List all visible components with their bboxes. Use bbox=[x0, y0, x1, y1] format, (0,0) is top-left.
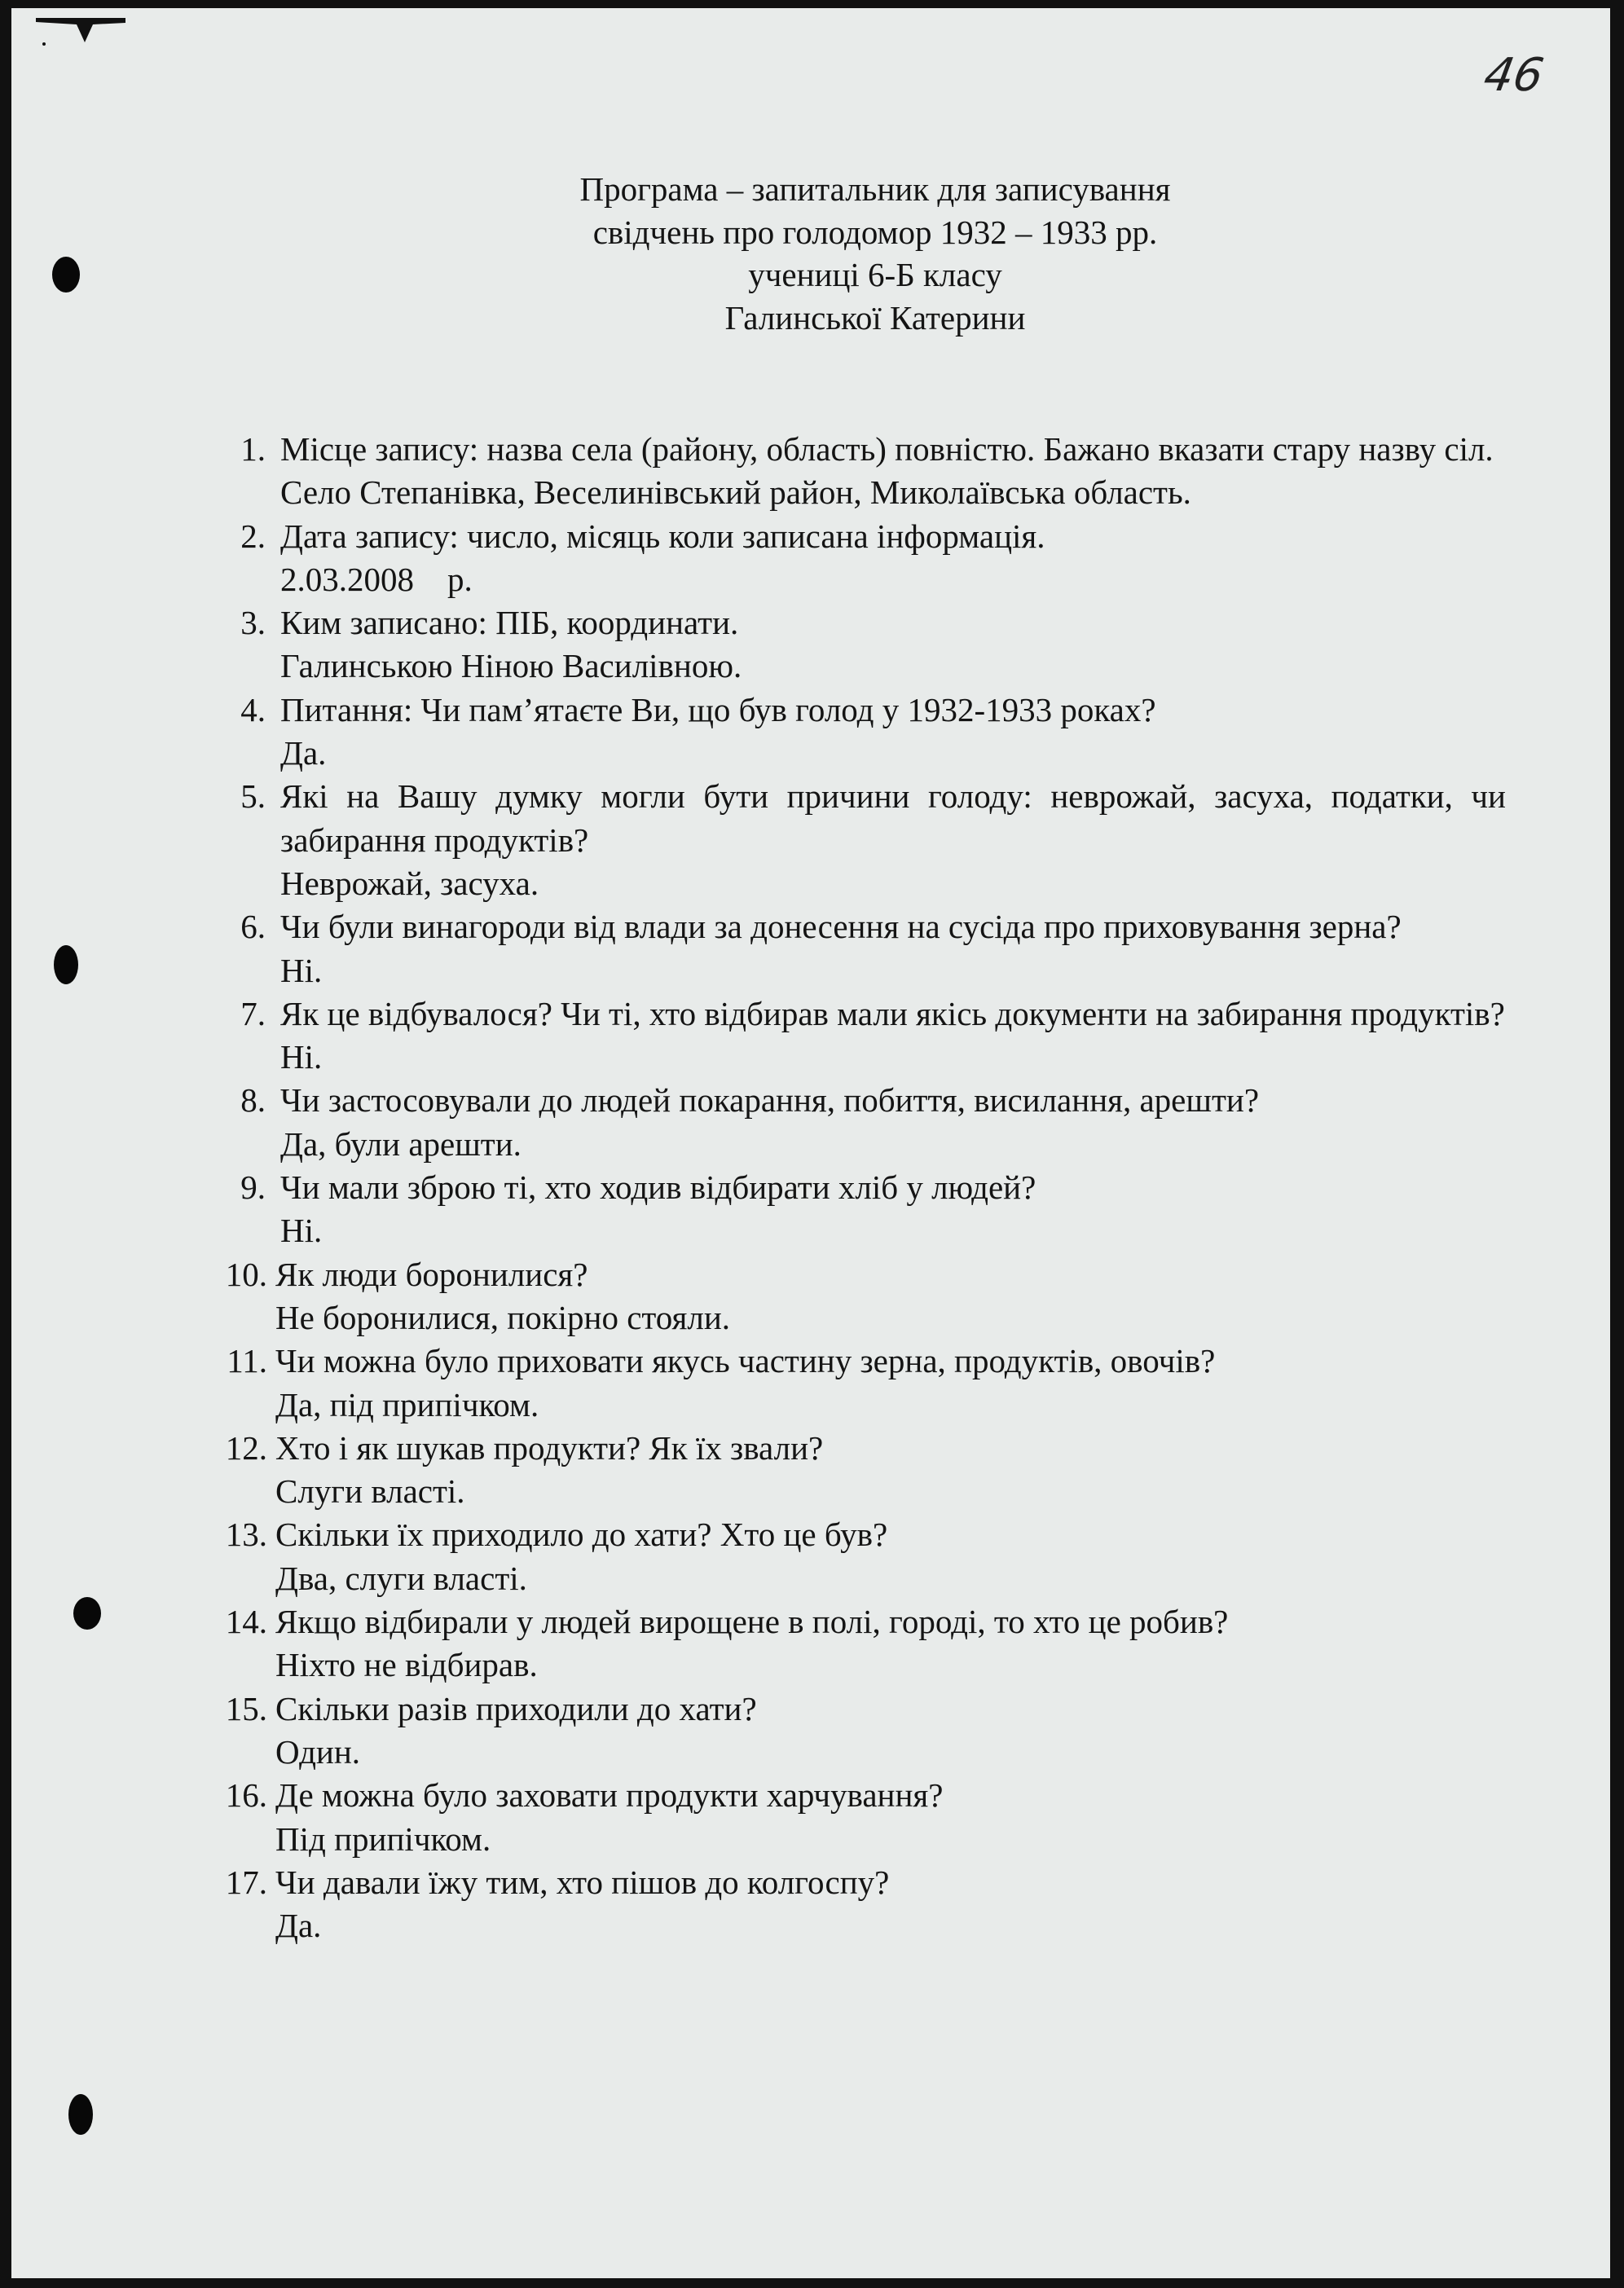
item-body bbox=[280, 1166, 1506, 1253]
handwritten-page-number: 46 bbox=[1480, 49, 1547, 102]
question-text: Ким записано: ПІБ, координати. bbox=[280, 604, 739, 642]
answer-text: Да. bbox=[280, 734, 327, 772]
list-item bbox=[213, 515, 1506, 602]
item-number: 12. bbox=[225, 1428, 267, 1467]
item-body bbox=[280, 689, 1506, 776]
item-body bbox=[280, 601, 1506, 689]
item-number: 4. bbox=[240, 690, 266, 728]
item-body bbox=[280, 515, 1506, 602]
item-number: 10. bbox=[225, 1255, 267, 1293]
questionnaire-list bbox=[213, 428, 1506, 1947]
item-number: 16. bbox=[225, 1776, 267, 1815]
list-item bbox=[213, 1427, 1506, 1514]
answer-text: Село Степанівка, Веселинівський район, Миколаївська область. bbox=[280, 473, 1191, 512]
list-item bbox=[213, 1513, 1506, 1600]
question-text: Питання: Чи пам’ятаєте Ви, що був голод у 1932-1933 роках? bbox=[280, 690, 1156, 728]
item-number: 2. bbox=[240, 517, 266, 555]
answer-text: Да. bbox=[275, 1907, 322, 1945]
punch-hole bbox=[68, 2094, 93, 2135]
item-number: 13. bbox=[225, 1516, 267, 1554]
question-text: Місце запису: назва села (району, область) повністю. Бажано вказати стару назву сіл. bbox=[280, 430, 1494, 468]
question-text: Дата запису: число, місяць коли записана інформація. bbox=[280, 517, 1045, 555]
item-body bbox=[280, 905, 1506, 992]
item-number: 11. bbox=[227, 1342, 267, 1380]
question-text: Як це відбувалося? Чи ті, хто відбирав мали якісь документи на забирання продуктів? bbox=[280, 994, 1505, 1032]
list-item bbox=[213, 1687, 1506, 1775]
answer-text: Два, слуги власті. bbox=[275, 1559, 527, 1597]
document-page bbox=[11, 8, 1610, 2278]
question-text: Якщо відбирали у людей вирощене в полі, городі, то хто це робив? bbox=[275, 1603, 1229, 1641]
item-number: 17. bbox=[225, 1863, 267, 1901]
list-item bbox=[213, 1166, 1506, 1253]
title-line: Програма – запитальник для записування bbox=[579, 170, 1171, 208]
answer-text: 2.03.2008 р. bbox=[280, 560, 473, 598]
scan-corner-mark bbox=[28, 18, 125, 51]
punch-hole bbox=[54, 945, 78, 984]
list-item bbox=[213, 1774, 1506, 1861]
item-number: 6. bbox=[240, 908, 266, 946]
item-body bbox=[275, 1861, 1506, 1948]
item-number: 8. bbox=[240, 1081, 266, 1120]
list-item bbox=[213, 428, 1506, 515]
answer-text: Ніхто не відбирав. bbox=[275, 1646, 538, 1684]
item-body bbox=[280, 1079, 1506, 1166]
item-body bbox=[275, 1513, 1506, 1600]
list-item bbox=[213, 689, 1506, 776]
item-number: 3. bbox=[240, 604, 266, 642]
answer-text: Да, були арешти. bbox=[280, 1124, 522, 1163]
document-title bbox=[11, 168, 1624, 339]
punch-hole bbox=[73, 1597, 101, 1630]
item-number: 14. bbox=[225, 1603, 267, 1641]
list-item bbox=[213, 1079, 1506, 1166]
list-item bbox=[213, 992, 1506, 1080]
list-item bbox=[213, 1340, 1506, 1427]
question-text: Як люди боронилися? bbox=[275, 1255, 588, 1293]
answer-text: Під припічком. bbox=[275, 1819, 491, 1858]
answer-text: Слуги власті. bbox=[275, 1472, 465, 1511]
answer-text: Не боронилися, покірно стояли. bbox=[275, 1298, 731, 1336]
item-number: 7. bbox=[240, 994, 266, 1032]
item-body bbox=[275, 1774, 1506, 1861]
title-line: свідчень про голодомор 1932 – 1933 рр. bbox=[592, 213, 1158, 251]
item-number: 9. bbox=[240, 1168, 266, 1207]
item-body bbox=[280, 775, 1506, 905]
item-body bbox=[275, 1600, 1506, 1687]
question-text: Чи були винагороди від влади за донесення на сусіда про приховування зерна? bbox=[280, 908, 1402, 946]
question-text: Скільки разів приходили до хати? bbox=[275, 1689, 757, 1727]
item-number: 5. bbox=[240, 777, 266, 816]
list-item bbox=[213, 905, 1506, 992]
item-body bbox=[275, 1427, 1506, 1514]
list-item bbox=[213, 601, 1506, 689]
answer-text: Ні. bbox=[280, 1212, 323, 1250]
title-line: учениці 6-Б класу bbox=[748, 256, 1002, 293]
question-text: Які на Вашу думку могли бути причини голоду: неврожай, засуха, податки, чи забирання продуктів? bbox=[280, 777, 1506, 859]
question-text: Чи давали їжу тим, хто пішов до колгоспу? bbox=[275, 1863, 890, 1901]
list-item bbox=[213, 1253, 1506, 1340]
punch-hole bbox=[52, 257, 80, 293]
list-item bbox=[213, 775, 1506, 905]
question-text: Чи мали зброю ті, хто ходив відбирати хліб у людей? bbox=[280, 1168, 1036, 1207]
answer-text: Ні. bbox=[280, 951, 323, 989]
item-body bbox=[275, 1687, 1506, 1775]
answer-text: Ні. bbox=[280, 1038, 323, 1076]
item-body bbox=[275, 1340, 1506, 1427]
answer-text: Один. bbox=[275, 1732, 361, 1771]
item-number: 15. bbox=[225, 1689, 267, 1727]
item-body bbox=[280, 992, 1506, 1080]
answer-text: Да, під припічком. bbox=[275, 1385, 539, 1423]
item-body bbox=[280, 428, 1506, 515]
question-text: Де можна було заховати продукти харчування? bbox=[275, 1776, 944, 1815]
list-item bbox=[213, 1861, 1506, 1948]
question-text: Чи застосовували до людей покарання, побиття, висилання, арешти? bbox=[280, 1081, 1260, 1120]
question-text: Хто і як шукав продукти? Як їх звали? bbox=[275, 1428, 824, 1467]
item-number: 1. bbox=[240, 430, 266, 468]
list-item bbox=[213, 1600, 1506, 1687]
item-body bbox=[275, 1253, 1506, 1340]
question-text: Чи можна було приховати якусь частину зерна, продуктів, овочів? bbox=[275, 1342, 1216, 1380]
answer-text: Галинською Ніною Василівною. bbox=[280, 647, 742, 685]
question-text: Скільки їх приходило до хати? Хто це був? bbox=[275, 1516, 888, 1554]
title-line: Галинської Катерини bbox=[724, 298, 1026, 337]
answer-text: Неврожай, засуха. bbox=[280, 864, 539, 902]
